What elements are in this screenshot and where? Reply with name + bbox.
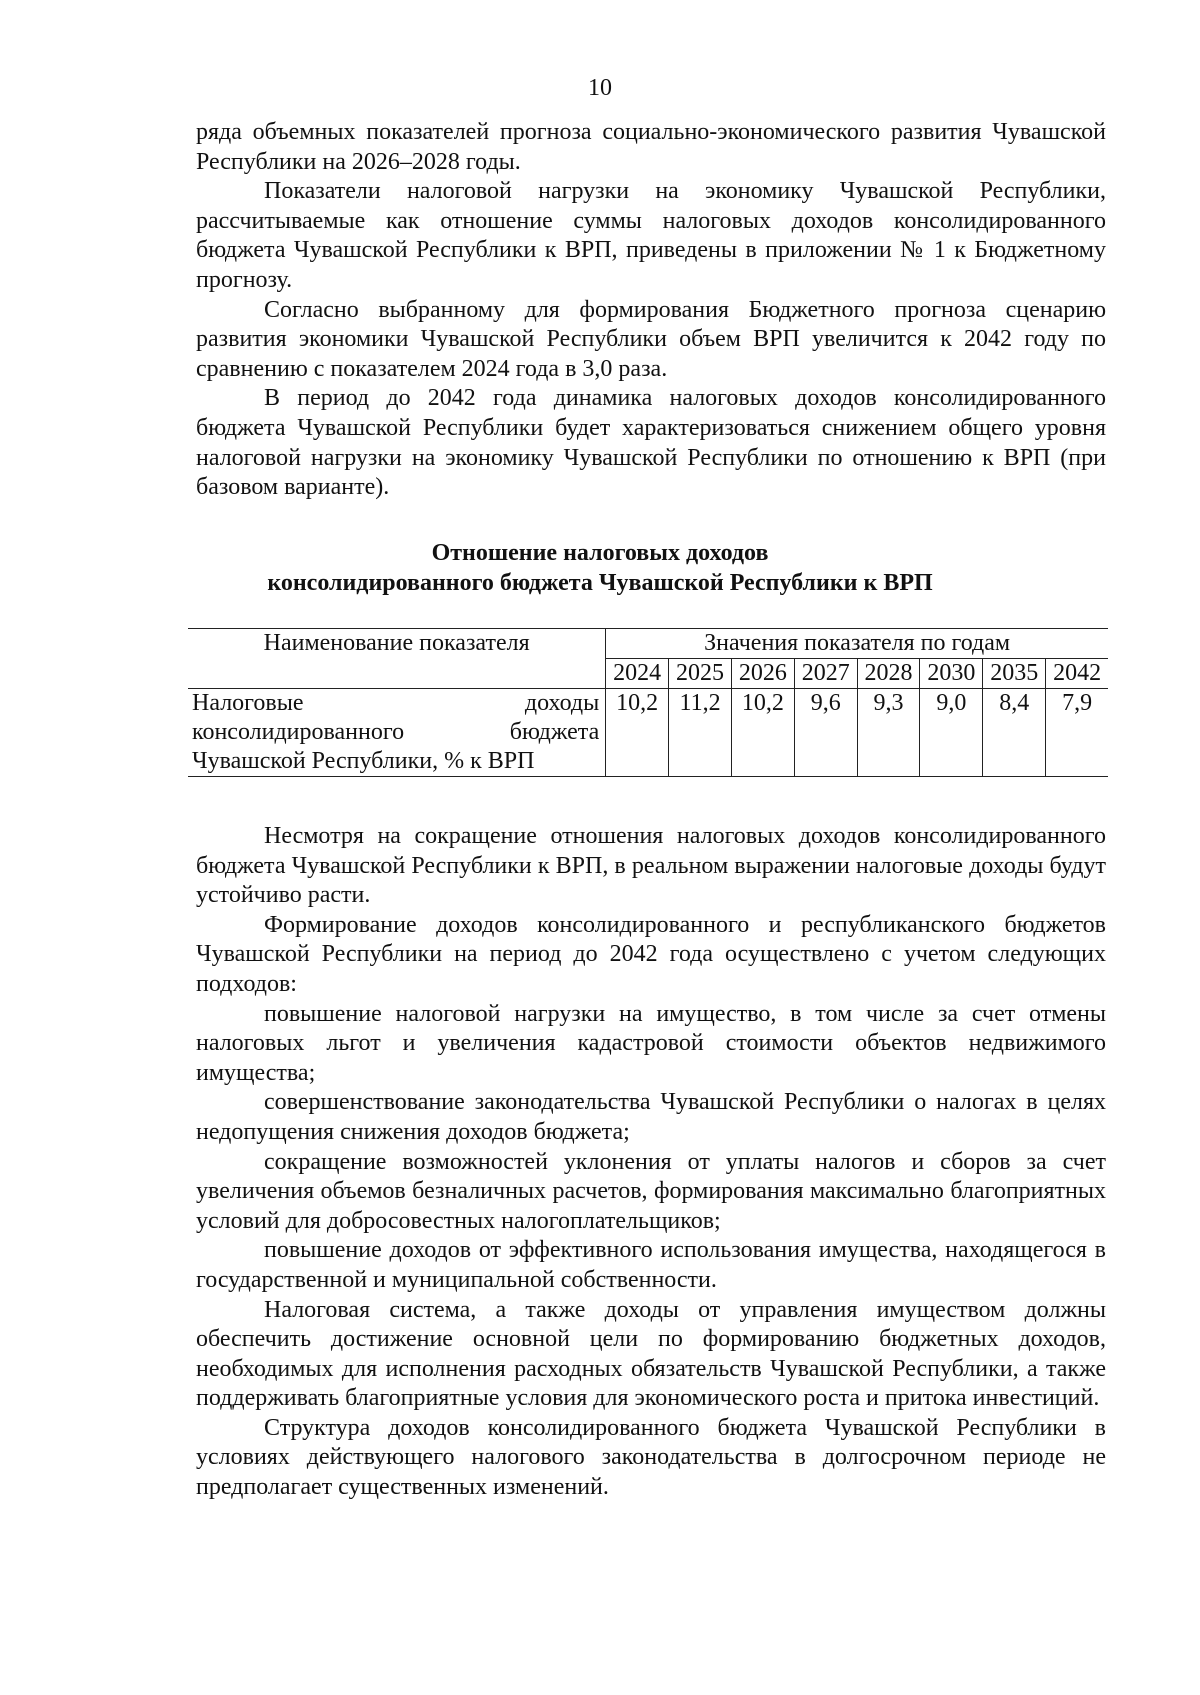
top-paragraphs: [196, 118, 1106, 503]
bottom-paragraphs: [196, 822, 1106, 1503]
year-header: 2025: [669, 659, 732, 689]
year-header: 2026: [731, 659, 794, 689]
list-item: повышение доходов от эффективного использования имущества, находящегося в государственной и муниципальной собственности.: [196, 1237, 1106, 1293]
paragraph: Несмотря на сокращение отношения налоговых доходов консолидированного бюджета Чувашской Республики к ВРП, в реальном выражении налоговые доходы будут устойчиво расти.: [196, 823, 1106, 909]
column-header-name: Наименование показателя: [188, 629, 606, 689]
paragraph: В период до 2042 года динамика налоговых доходов консолидированного бюджета Чувашской Республики будет характеризоваться снижением общего уровня налоговой нагрузки на экономику Чувашской Республики по отношению к ВРП (при базовом варианте).: [196, 385, 1106, 501]
column-header-values: Значения показателя по годам: [606, 629, 1108, 659]
table-cell: 10,2: [731, 689, 794, 777]
year-header: 2024: [606, 659, 669, 689]
list-item: совершенствование законодательства Чувашской Республики о налогах в целях недопущения снижения доходов бюджета;: [196, 1089, 1106, 1145]
year-header: 2035: [983, 659, 1046, 689]
year-header: 2028: [857, 659, 920, 689]
year-header: 2042: [1046, 659, 1108, 689]
table-cell: 11,2: [669, 689, 732, 777]
list-item: сокращение возможностей уклонения от уплаты налогов и сборов за счет увеличения объемов безналичных расчетов, формирования максимально благоприятных условий для добросовестных налогоплательщиков;: [196, 1148, 1106, 1234]
paragraph: ряда объемных показателей прогноза социально-экономического развития Чувашской Республики на 2026–2028 годы.: [196, 119, 1106, 175]
table-cell: 7,9: [1046, 689, 1108, 777]
paragraph: Показатели налоговой нагрузки на экономику Чувашской Республики, рассчитываемые как отношение суммы налоговых доходов консолидированного бюджета Чувашской Республики к ВРП, приведены в приложении № 1 к Бюджетному прогнозу.: [196, 178, 1106, 293]
table-title-line: Отношение налоговых доходов: [431, 540, 769, 566]
list-item: повышение налоговой нагрузки на имущество, в том числе за счет отмены налоговых льгот и увеличения кадастровой стоимости объектов недвижимого имущества;: [196, 1000, 1106, 1086]
table-header-row: [188, 629, 1108, 659]
page-number: 10: [588, 75, 612, 101]
year-header: 2027: [794, 659, 857, 689]
table-title-line: консолидированного бюджета Чувашской Республики к ВРП: [267, 570, 933, 596]
paragraph: Структура доходов консолидированного бюджета Чувашской Республики в условиях действующего налогового законодательства в долгосрочном периоде не предполагает существенных изменений.: [196, 1414, 1106, 1501]
table-cell: 8,4: [983, 689, 1046, 777]
table-title: [0, 538, 1200, 598]
paragraph: Формирование доходов консолидированного и республиканского бюджетов Чувашской Республики на период до 2042 года осуществлено с учетом следующих подходов:: [196, 911, 1106, 997]
table-cell: 9,6: [794, 689, 857, 777]
table-cell: 9,0: [920, 689, 983, 777]
paragraph: Налоговая система, а также доходы от управления имуществом должны обеспечить достижение основной цели по формированию бюджетных доходов, необходимых для исполнения расходных обязательств Чувашской Республики, а также поддерживать благоприятные условия для экономического роста и притока инвестиций.: [196, 1296, 1106, 1412]
table-row: [188, 689, 1108, 777]
table-cell: 9,3: [857, 689, 920, 777]
paragraph: Согласно выбранному для формирования Бюджетного прогноза сценарию развития экономики Чувашской Республики объем ВРП увеличится к 2042 году по сравнению с показателем 2024 года в 3,0 раза.: [196, 296, 1106, 382]
row-label: Налоговые доходы консолидированного бюджета Чувашской Республики, % к ВРП: [188, 689, 606, 777]
indicator-table: [188, 628, 1108, 777]
year-header: 2030: [920, 659, 983, 689]
table-cell: 10,2: [606, 689, 669, 777]
